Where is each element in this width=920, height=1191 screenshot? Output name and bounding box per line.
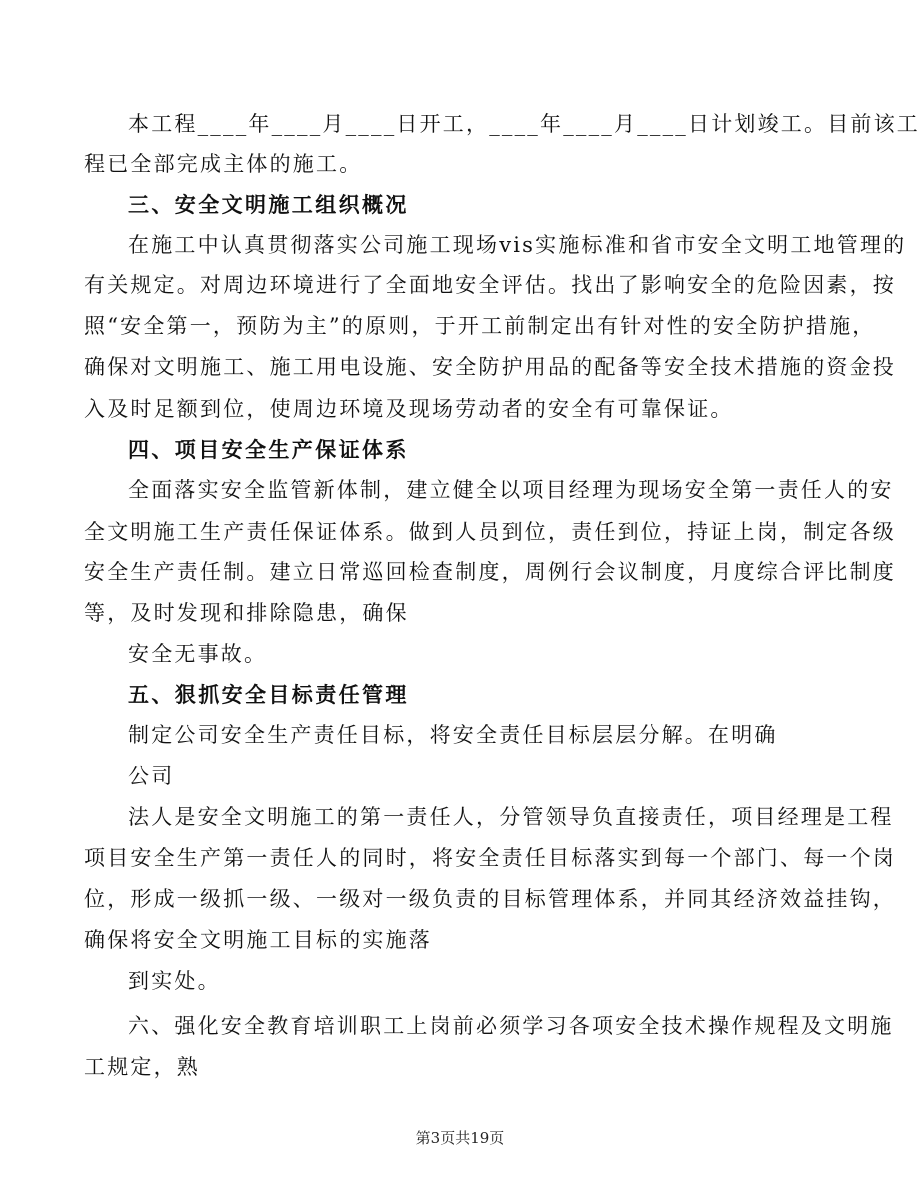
page-number: 第3页共19页: [415, 1129, 505, 1147]
section-5-line: 制定公司安全生产责任目标，将安全责任目标层层分解。在明确: [128, 723, 778, 747]
section-6-line: 六、强化安全教育培训职工上岗前必须学习各项安全技术操作规程及文明施: [128, 1014, 894, 1038]
section-5-line: 到实处。: [128, 969, 221, 993]
section-3-line: 确保对文明施工、施工用电设施、安全防护用品的配备等安全技术措施的资金投: [84, 355, 896, 379]
intro-line-1: 本工程____年____月____日开工，____年____月____日计划竣工。目前该工: [128, 112, 920, 136]
section-4-heading: 四、项目安全生产保证体系: [128, 438, 409, 462]
section-4-line: 全文明施工生产责任保证体系。做到人员到位，责任到位，持证上岗，制定各级: [84, 520, 896, 544]
section-3-line: 入及时足额到位，使周边环境及现场劳动者的安全有可靠保证。: [84, 397, 734, 421]
section-5-line: 位，形成一级抓一级、一级对一级负责的目标管理体系，并同其经济效益挂钩，: [84, 887, 896, 911]
section-5-line: 项目安全生产第一责任人的同时，将安全责任目标落实到每一个部门、每一个岗: [84, 846, 896, 870]
section-4-line: 安全生产责任制。建立日常巡回检查制度，周例行会议制度，月度综合评比制度: [84, 560, 896, 584]
section-5-line: 确保将安全文明施工目标的实施落: [84, 928, 432, 952]
section-3-line: 有关规定。对周边环境进行了全面地安全评估。找出了影响安全的危险因素，按: [84, 273, 896, 297]
section-5-line: 公司: [128, 764, 175, 788]
section-6-line: 工规定，熟: [84, 1055, 200, 1079]
section-4-line: 全面落实安全监管新体制，建立健全以项目经理为现场安全第一责任人的安: [128, 478, 894, 502]
section-4-line: 安全无事故。: [128, 642, 268, 666]
section-5-heading: 五、狠抓安全目标责任管理: [128, 683, 409, 707]
section-3-line: 照“安全第一，预防为主”的原则，于开工前制定出有针对性的安全防护措施，: [84, 314, 876, 338]
section-3-heading: 三、安全文明施工组织概况: [128, 193, 409, 217]
section-5-line: 法人是安全文明施工的第一责任人，分管领导负直接责任，项目经理是工程: [128, 805, 894, 829]
section-3-line: 在施工中认真贯彻落实公司施工现场vis实施标准和省市安全文明工地管理的: [128, 233, 907, 257]
section-4-line: 等，及时发现和排除隐患，确保: [84, 601, 409, 625]
intro-line-2: 程已全部完成主体的施工。: [84, 152, 363, 176]
